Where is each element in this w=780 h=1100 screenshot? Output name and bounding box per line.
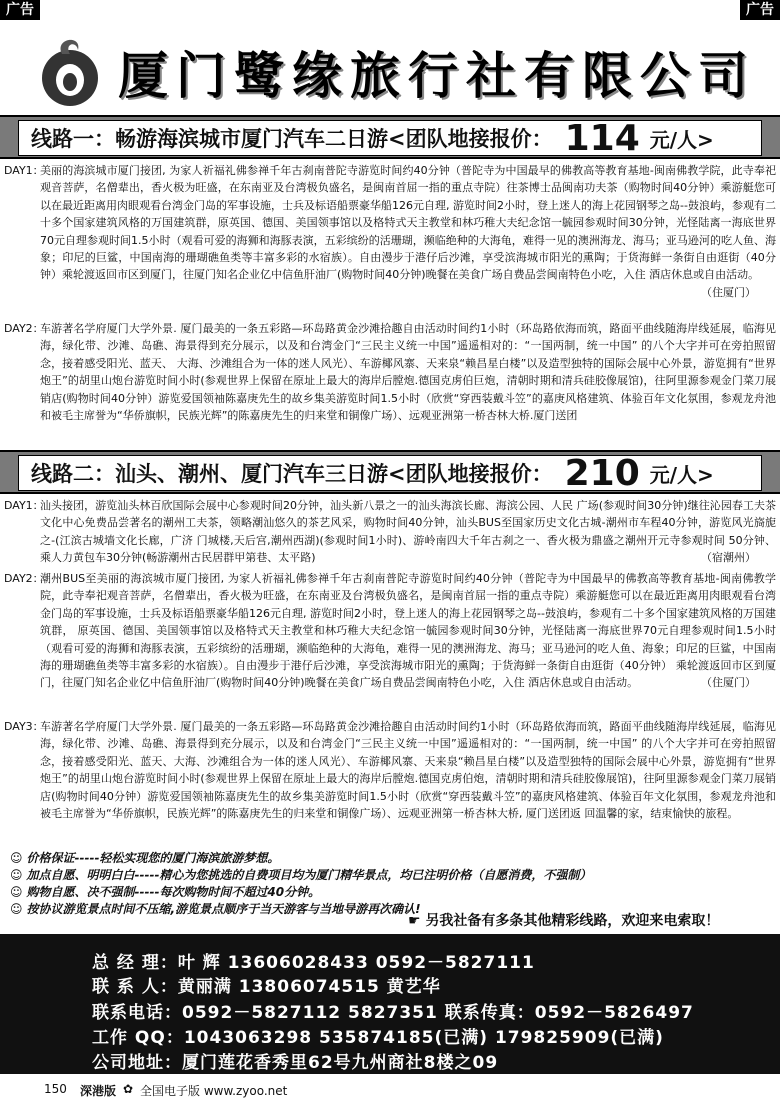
footer xyxy=(0,1078,780,1100)
route-title: 线路一：畅游海滨城市厦门汽车二日游<团队地接报价： xyxy=(31,127,553,151)
company-logo-icon xyxy=(32,32,108,108)
route-unit: 元/人> xyxy=(649,462,714,487)
route-1-title-bar xyxy=(0,115,780,159)
pointing-hand-icon: ☛ xyxy=(408,913,421,929)
edition-label: 深港版 xyxy=(80,1084,117,1098)
contact-block xyxy=(0,934,780,1074)
day-label: DAY1： xyxy=(4,499,44,512)
route-unit: 元/人> xyxy=(649,127,714,152)
day-label: DAY1： xyxy=(4,164,44,177)
route-2-title-bar xyxy=(0,450,780,494)
ad-tag-right: 广告 xyxy=(740,0,780,20)
manager-line: 总 经 理：叶 辉 13606028433 0592－5827111 xyxy=(92,953,535,973)
smiley-icon: ☺ xyxy=(10,902,23,916)
day-label: DAY3： xyxy=(4,720,44,733)
route-price: 210 xyxy=(564,452,640,494)
header xyxy=(0,22,780,112)
address-line: 公司地址：厦门莲花香秀里62号九州商社8楼之09 xyxy=(92,1053,499,1073)
day-label: DAY2： xyxy=(4,322,44,335)
route-title: 线路二：汕头、潮州、厦门汽车三日游<团队地接报价： xyxy=(31,462,553,486)
contact-person-line: 联 系 人：黄丽满 13806074515 黄艺华 xyxy=(92,977,441,997)
site-label: 全国电子版 www.zyoo.net xyxy=(140,1084,288,1098)
day-stay: （宿潮州） xyxy=(701,551,756,565)
note-item: ☺ 购物自愿、决不强制-----每次购物时间不超过40分钟。 xyxy=(10,885,321,899)
notes-list xyxy=(10,850,780,918)
day-text: 车游著名学府厦门大学外景. 厦门最美的一条五彩路—环岛路黄金沙滩拾趣自由活动时间约1小时（环岛路依海而筑，路面平曲线随海岸线延展，临海见海，绿化带、沙滩、岛礁、海景得到充分展示，以及和台湾金门“三民主义统一中国”遥遥相对的：“一国两制，统一中国” 的八个大字并可在旁拍照留念，接着感受阳光、蓝天、大海、沙滩组合为一体的迷人风光）、车游椰风寨、天来泉“赖昌星白楼”以及造型独特的国际会展中心外景，游览拥有“世界炮王”的胡里山炮台游览时间小时(参观世界上保留在原址上最大的海岸后膛炮.德国克虏伯炮，清朝时期和清兵硅胶像展馆)，往阿里源参观金门菜刀展销店(购物时间40分钟）游览爱国领袖陈嘉庚先生的故乡集美游览时间1.5小时（欣赏“穿西装戴斗笠”的嘉庚风格建筑、体验百年文化氛围，参观龙舟池和被毛主席誉为“华侨旗帜，民族光辉”的陈嘉庚先生的归来堂和铜像广场）、远观亚洲第一桥杏林大桥, 厦门送团返 回温馨的家，结束愉快的旅程。 xyxy=(40,720,776,821)
ad-tag-left: 广告 xyxy=(0,0,40,20)
page-number: 150 xyxy=(44,1082,67,1096)
day-text: 车游著名学府厦门大学外景. 厦门最美的一条五彩路—环岛路黄金沙滩拾趣自由活动时间约1小时（环岛路依海而筑，路面平曲线随海岸线延展，临海见海，绿化带、沙滩、岛礁、海景得到充分展示，以及和台湾金门“三民主义统一中国”遥遥相对的：“一国两制，统一中国” 的八个大字并可在旁拍照留念，接着感受阳光、蓝天、 大海、沙滩组合为一体的迷人风光）、车游椰风寨、天来泉“赖昌星白楼”以及造型独特的国际会展中心外景，游览拥有“世界炮王”的胡里山炮台游览时间小时(参观世界上保留在原址上最大的海岸后膛炮.德国克虏伯巨炮，清朝时期和清兵硅胶像展馆)，往阿里源参观金门菜刀展销店(购物时间40分钟）游览爱国领袖陈嘉庚先生的故乡集美游览时间1.5小时（欣赏“穿西装戴斗笠”的嘉庚风格建筑、体验百年文化氛围，参观龙舟池和被毛主席誉为“华侨旗帜，民族光辉”的陈嘉庚先生的归来堂和铜像广场）、远观亚洲第一桥杏林大桥.厦门送团 xyxy=(40,322,776,423)
smiley-icon: ☺ xyxy=(10,851,23,865)
route-1-day-1 xyxy=(0,162,776,301)
note-item: ☺ 按协议游览景点时间不压缩,游览景点顺序于当天游客与当地导游再次确认! xyxy=(10,902,421,916)
day-text: 美丽的海滨城市厦门接团, 为家人祈福礼佛参禅千年古刹南普陀寺游览时间约40分钟（普陀寺为中国最早的佛教高等教育基地-闽南佛教学院，此寺奉祀观音菩萨，名僧辈出，香火极为旺盛，在东南亚及台湾极负盛名，是闽南首屈一指的重点寺院）往茶博士品闽南功夫茶（购物时间40分钟）乘游艇您可以在最近距离用肉眼观看台湾金门岛的军事设施，士兵及标语船票豪华船126元自理, 游览时间2小时，登上迷人的海上花园钢琴之岛--鼓浪屿，参观有二十多个国家建筑风格的万国建筑群，原英国、德国、美国领事馆以及格特式天主教堂和林巧稚大夫纪念馆一毓园参观时间30分钟，光怪陆离一海底世界70元自理参观时间1.5小时（观看可爱的海狮和海豚表演，五彩缤纷的活珊瑚，濒临绝种的大海龟，难得一见的澳洲海龙、海马；亚马逊河的吃人鱼、海象；印尼的巨鲨，中国南海的珊瑚礁鱼类等丰富多彩的水宿族）。自由漫步于港仔后沙滩，享受滨海城市阳光的熏陶；于货海鲜一条街自由逛街（40分钟）乘轮渡返回市区到厦门，往厦门知名企业亿中信鱼肝油厂(购物时间40分钟)晚餐在美食广场自费品尝闽南特色小吃，入住 酒店休息或自由活动。 xyxy=(40,164,776,282)
day-label: DAY2： xyxy=(4,572,44,585)
day-stay: （住厦门） xyxy=(701,285,756,299)
note-item: ☺ 价格保证-----轻松实现您的厦门海滨旅游梦想。 xyxy=(10,851,280,865)
company-name: 厦门鹭缘旅行社有限公司 xyxy=(118,46,756,105)
day-text: 潮州BUS至美丽的海滨城市厦门接团, 为家人祈福礼佛参禅千年古刹南普陀寺游览时间约40分钟（普陀寺为中国最早的佛教高等教育基地-闽南佛教学院，此寺奉祀观音菩萨，名僧辈出，香火极为旺盛，在东南亚及台湾极负盛名，是闽南首屈一指的重点寺院）乘游艇您可以在最近距离用肉眼观看台湾金门岛的军事设施，士兵及标语船票豪华船126元自理, 游览时间2小时，登上迷人的海上花园钢琴之岛--鼓浪屿，参观有二十多个国家建筑风格的万国建筑群， 原英国、德国、美国领事馆以及格特式天主教堂和林巧稚大夫纪念馆一毓园参观时间30分钟，光怪陆离一海底世界70元自理参观时间1.5小时（观看可爱的海狮和海豚表演，五彩缤纷的活珊瑚，濒临绝种的大海龟，难得一见的澳洲海龙、海马；亚马逊河的吃人鱼、海象；印尼的巨鲨，中国南海的珊瑚礁鱼类等丰富多彩的水宿族）。自由漫步于港仔后沙滩，享受滨海城市阳光的熏陶；于货海鲜一条街自由逛街（40分钟） 乘轮渡返回市区到厦门，往厦门知名企业亿中信鱼肝油厂(购物时间40分钟)晚餐在美食广场自费品尝闽南特色小吃，入住 酒店休息或自由活动。 xyxy=(40,572,776,690)
route-2-day-2 xyxy=(0,570,776,692)
note-item: ☺ 加点自愿、明明白白-----精心为您挑选的自费项目均为厦门精华景点，均已注明价格（自愿消费，不强制） xyxy=(10,868,592,882)
site-logo-icon: ✿ xyxy=(123,1082,134,1096)
route-2-day-3 xyxy=(0,718,776,822)
smiley-icon: ☺ xyxy=(10,868,23,882)
phone-line: 联系电话：0592－5827112 5827351 联系传真：0592－5826497 xyxy=(92,1003,694,1023)
route-1-day-2 xyxy=(0,320,776,424)
day-text: 汕头接团，游览汕头林百欣国际会展中心参观时间20分钟，汕头新八景之一的汕头海滨长廊、海滨公园、人民 广场(参观时间30分钟)继往沁园春工夫茶文化中心免费品尝著名的潮州工夫茶，领略潮汕悠久的茶艺风采，购物时间40分钟，汕头BUS至国家历史文化古城-潮州市车程40分钟，游览风光旖旎之-(江滨古城墙文化长廊，广济 门城楼,天后宫,潮州西湖)(参观时间1小时)、游岭南四大千年古刹之一、香火极为鼎盛之潮州开元寺参观时间 50分钟、乘人力黄包车30分钟(畅游潮州古民居群甲第巷、太平路) xyxy=(40,499,776,565)
route-2-day-1 xyxy=(0,497,776,567)
qq-line: 工作 QQ：1043063298 535874185(已满) 179825909(已满) xyxy=(92,1028,664,1048)
day-stay: （住厦门） xyxy=(701,676,756,690)
route-price: 114 xyxy=(564,117,640,159)
smiley-icon: ☺ xyxy=(10,885,23,899)
more-routes-note: ☛ 另我社备有多条其他精彩线路，欢迎来电索取！ xyxy=(408,913,720,929)
